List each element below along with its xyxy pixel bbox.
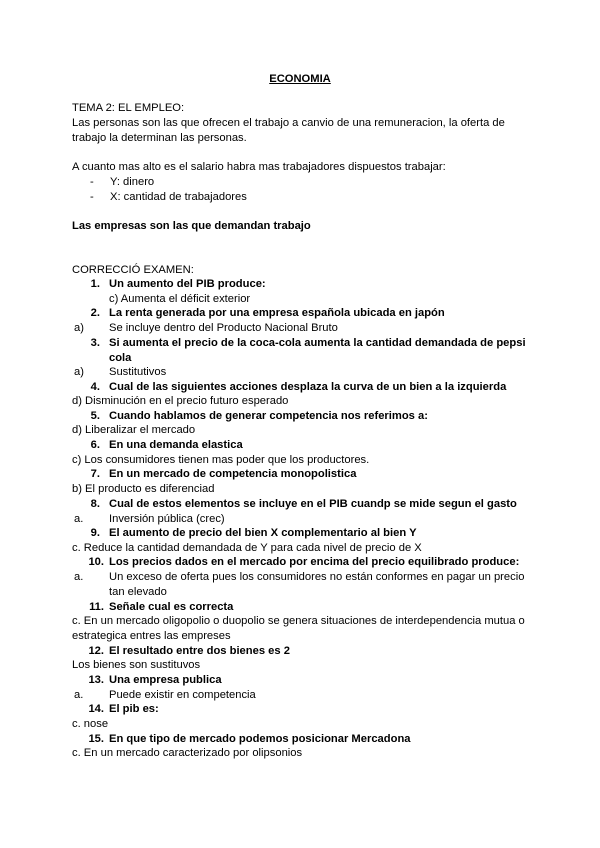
question-text: Si aumenta el precio de la coca-cola aumenta la cantidad demandada de pepsi <box>109 337 526 349</box>
answer-text: c. En un mercado oligopolio o duopolio se genera situaciones de interdependencia mutua o <box>72 615 525 627</box>
answer-text: Inversión pública (crec) <box>109 513 225 525</box>
question-text: En una demanda elastica <box>109 439 243 451</box>
answer-letter: a. <box>74 571 84 583</box>
question-text: Cuando hablamos de generar competencia nos referimos a: <box>109 410 428 422</box>
answer-letter: a) <box>74 322 84 334</box>
answer-text: c. nose <box>72 718 109 730</box>
question-text: Los precios dados en el mercado por encima del precio equilibrado produce: <box>109 556 520 568</box>
bold-statement: Las empresas son las que demandan trabajo <box>72 220 311 232</box>
answer-text: Un exceso de oferta pues los consumidores no están conformes en pagar un precio <box>109 571 525 583</box>
question-text: La renta generada por una empresa española ubicada en japón <box>109 307 445 319</box>
question-number: 11. <box>89 601 104 613</box>
answer-text: c. En un mercado caracterizado por olipsonios <box>72 747 303 759</box>
question-text: Cual de las siguientes acciones desplaza la curva de un bien a la izquierda <box>109 381 507 393</box>
section-heading: TEMA 2: EL EMPLEO: <box>72 102 185 114</box>
answer-text-continued: tan elevado <box>109 586 167 598</box>
question-number: 4. <box>90 381 100 393</box>
bullet-item: X: cantidad de trabajadores <box>110 191 247 203</box>
question-number: 15. <box>88 733 104 745</box>
intro-paragraph-line-2: trabajo la determinan las personas. <box>72 132 247 144</box>
answer-text: c) Los consumidores tienen mas poder que los productores. <box>72 454 370 466</box>
question-number: 8. <box>90 498 100 510</box>
question-number: 5. <box>90 410 100 422</box>
question-number: 6. <box>90 439 100 451</box>
answer-text: c) Aumenta el déficit exterior <box>109 293 251 305</box>
document-title: ECONOMIA <box>269 73 331 85</box>
question-text: El aumento de precio del bien X complementario al bien Y <box>109 527 417 539</box>
bullet-item: Y: dinero <box>110 176 155 188</box>
question-text: Una empresa publica <box>109 674 222 686</box>
question-text: Señale cual es correcta <box>109 601 234 613</box>
question-text: En un mercado de competencia monopolistica <box>109 468 357 480</box>
answer-letter: a. <box>74 689 84 701</box>
intro-paragraph-line-1: Las personas son las que ofrecen el trabajo a canvio de una remuneracion, la oferta de <box>72 117 505 129</box>
answer-text: Sustitutivos <box>109 366 167 378</box>
bullet-marker: - <box>90 191 94 203</box>
question-number: 7. <box>90 468 100 480</box>
question-number: 9. <box>90 527 100 539</box>
answer-text-continued: estrategica entres las empreses <box>72 630 231 642</box>
answer-letter: a) <box>74 366 84 378</box>
question-number: 1. <box>90 278 100 290</box>
question-number: 2. <box>90 307 100 319</box>
answer-text: b) El producto es diferenciad <box>72 483 215 495</box>
salary-paragraph: A cuanto mas alto es el salario habra mas trabajadores dispuestos trabajar: <box>72 161 446 173</box>
question-text: Cual de estos elementos se incluye en el PIB cuandp se mide segun el gasto <box>109 498 517 510</box>
question-number: 14. <box>88 703 104 715</box>
answer-text: d) Liberalizar el mercado <box>72 424 196 436</box>
exam-heading: CORRECCIÓ EXAMEN: <box>72 264 194 276</box>
question-text: El pib es: <box>109 703 159 715</box>
answer-text: c. Reduce la cantidad demandada de Y para cada nivel de precio de X <box>72 542 422 554</box>
question-text-continued: cola <box>109 352 132 364</box>
question-number: 12. <box>88 645 104 657</box>
answer-text: Se incluye dentro del Producto Nacional Bruto <box>109 322 338 334</box>
question-text: En que tipo de mercado podemos posicionar Mercadona <box>109 733 411 745</box>
question-number: 3. <box>90 337 100 349</box>
question-text: El resultado entre dos bienes es 2 <box>109 645 290 657</box>
question-text: Un aumento del PIB produce: <box>109 278 266 290</box>
bullet-marker: - <box>90 176 94 188</box>
question-number: 13. <box>88 674 104 686</box>
question-number: 10. <box>88 556 104 568</box>
answer-text: Los bienes son sustituvos <box>72 659 201 671</box>
answer-text: d) Disminución en el precio futuro esperado <box>72 395 289 407</box>
answer-text: Puede existir en competencia <box>109 689 256 701</box>
answer-letter: a. <box>74 513 84 525</box>
